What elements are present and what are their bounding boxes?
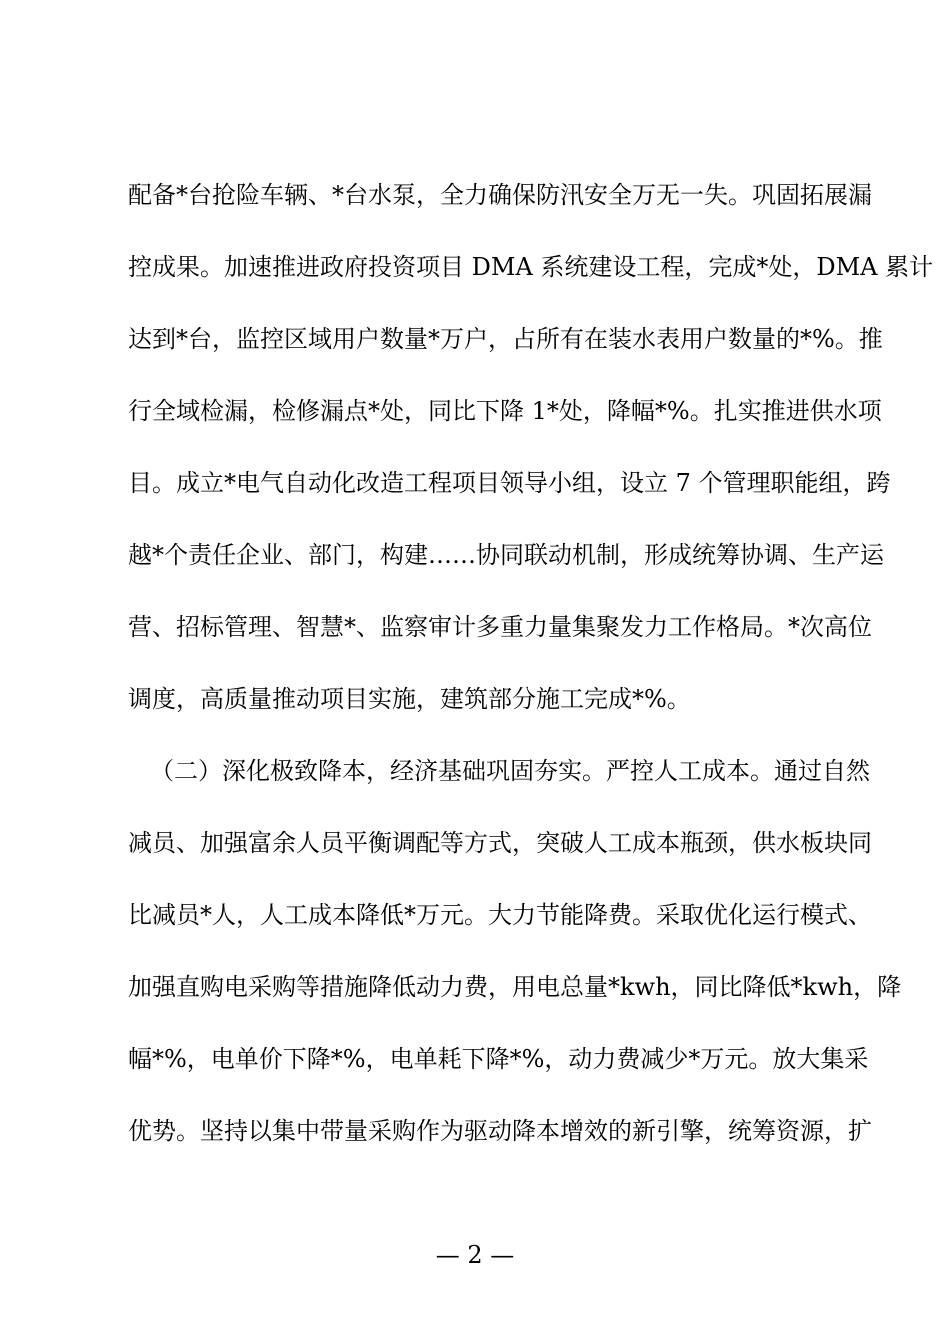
text-line: 加强直购电采购等措施降低动力费，用电总量*kwh，同比降低*kwh，降 — [128, 973, 902, 1001]
text-line: 达到*台，监控区域用户数量*万户，占所有在装水表用户数量的*%。推 — [128, 325, 883, 353]
text-line: 越*个责任企业、部门，构建……协同联动机制，形成统筹协调、生产运 — [128, 541, 884, 569]
text-line: 行全域检漏，检修漏点*处，同比下降 1*处，降幅*%。扎实推进供水项 — [128, 397, 882, 425]
text-line: 幅*%，电单价下降*%，电单耗下降*%，动力费减少*万元。放大集采 — [128, 1045, 869, 1073]
text-line: 配备*台抢险车辆、*台水泵，全力确保防汛安全万无一失。巩固拓展漏 — [128, 181, 872, 209]
text-line: 优势。坚持以集中带量采购作为驱动降本增效的新引擎，统筹资源，扩 — [128, 1117, 872, 1145]
text-line: 目。成立*电气自动化改造工程项目领导小组，设立 7 个管理职能组，跨 — [128, 469, 891, 497]
text-line: 比减员*人，人工成本降低*万元。大力节能降费。采取优化运行模式、 — [128, 901, 872, 929]
section-heading-line: （二）深化极致降本，经济基础巩固夯实。严控人工成本。通过自然 — [150, 757, 870, 785]
text-line: 减员、加强富余人员平衡调配等方式，突破人工成本瓶颈，供水板块同 — [128, 829, 872, 857]
text-line: 调度，高质量推动项目实施，建筑部分施工完成*%。 — [128, 685, 691, 713]
text-line: 营、招标管理、智慧*、监察审计多重力量集聚发力工作格局。*次高位 — [128, 613, 872, 641]
page-number: — 2 — — [435, 1241, 515, 1269]
text-line: 控成果。加速推进政府投资项目 DMA 系统建设工程，完成*处，DMA 累计 — [128, 253, 934, 281]
